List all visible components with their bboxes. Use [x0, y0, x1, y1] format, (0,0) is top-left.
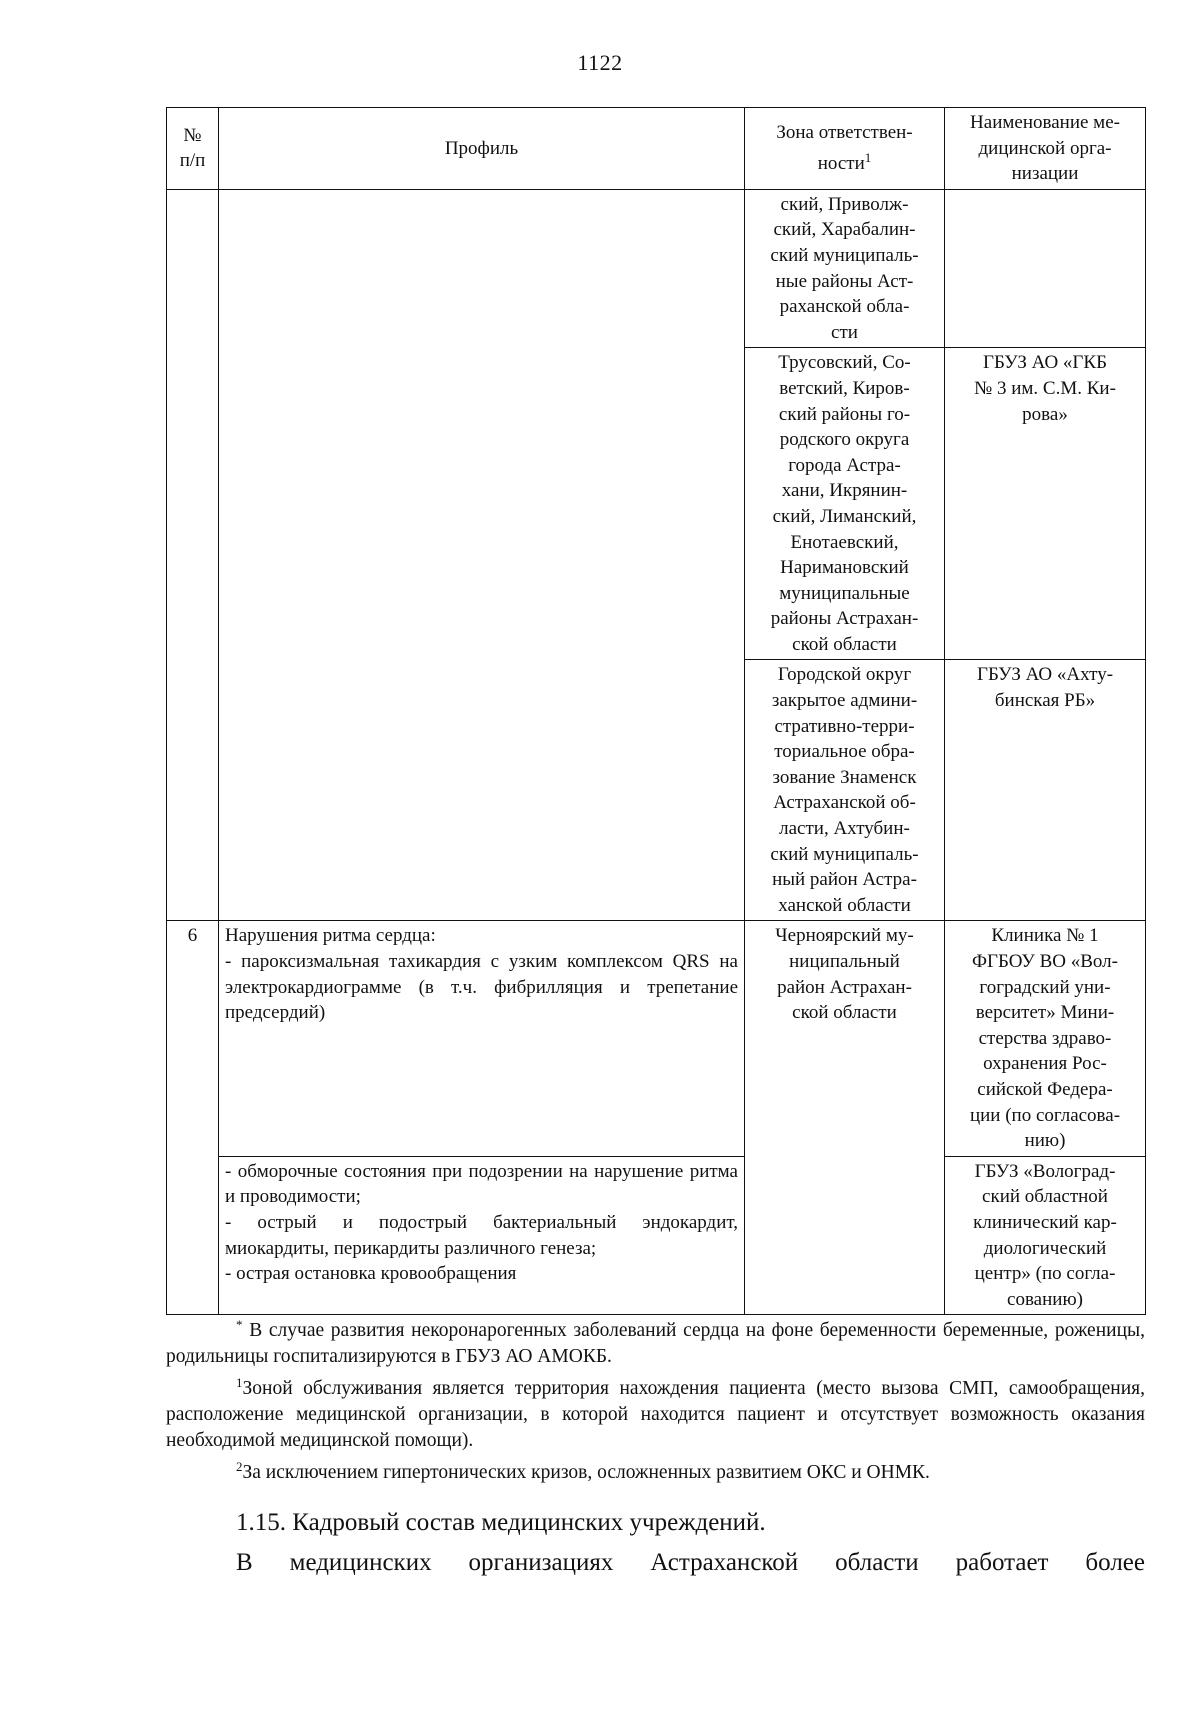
footnote-star-mark: *: [236, 1317, 243, 1332]
header-zone: [745, 108, 945, 190]
footnote-1: [166, 1370, 1145, 1454]
profile-item: - острая остановка кровообращения: [225, 1263, 517, 1285]
cell-profile: [219, 921, 745, 1156]
cell-number-empty: [167, 189, 219, 921]
footnotes: [166, 1312, 1145, 1486]
footnote-2: [166, 1454, 1145, 1486]
cell-organization: ГБУЗ АО «Ахту- бинская РБ»: [945, 660, 1146, 921]
cell-number: 6: [167, 921, 219, 1315]
section-title: 1.15. Кадровый состав медицинских учреждений.: [236, 1509, 766, 1536]
header-zone-footnote-mark: 1: [864, 150, 872, 166]
profile-title: Нарушения ритма сердца:: [225, 925, 436, 947]
page-number: 1122: [577, 50, 623, 75]
cell-zone: Черноярский му- ниципальный район Астрахан- ской области: [745, 921, 945, 1315]
profile-item: - острый и подострый бактериальный эндокардит, миокардиты, перикардиты различного генеза;: [225, 1211, 738, 1259]
table-row: [167, 189, 1146, 348]
cell-zone: Трусовский, Со- ветский, Киров- ский районы го- родского округа города Астра- хани, Икрянин- ский, Лиманский, Енотаевский, Наримановский муниципальные районы Астрахан- ской области: [745, 348, 945, 660]
footnote-1-text: Зоной обслуживания является территория нахождения пациента (место вызова СМП, самообращения, расположение медицинской организации, в которой находится пациент и отсутствует возможность оказания необходимой медицинской помощи).: [166, 1378, 1145, 1451]
body-text-line: В медицинских организациях Астраханской области работает более: [236, 1549, 1145, 1576]
footnote-star-text: В случае развития некоронарогенных заболеваний сердца на фоне беременности беременные, роженицы, родильницы госпитализируются в ГБУЗ АО АМОКБ.: [166, 1320, 1145, 1367]
footnote-star: [166, 1312, 1145, 1370]
footnote-2-text: За исключением гипертонических кризов, осложненных развитием ОКС и ОНМК.: [242, 1462, 930, 1483]
cell-zone: ский, Приволж- ский, Харабалин- ский муниципаль- ные районы Аст- раханской обла- сти: [745, 189, 945, 348]
header-organization: Наименование ме- дицинской орга- низации: [945, 108, 1146, 190]
cell-profile: [219, 1156, 745, 1315]
cell-profile-empty: [219, 189, 745, 921]
table-row: [167, 1156, 1146, 1315]
cell-zone: Городской округ закрытое админи- стративно-терри- ториальное обра- зование Знаменск Астраханской об- ласти, Ахтубин- ский муниципаль- ный район Астра- ханской области: [745, 660, 945, 921]
hospital-routing-table: [166, 107, 1146, 1315]
footnote-2-mark: 2: [236, 1459, 243, 1474]
profile-item: - пароксизмальная тахикардия с узким комплексом QRS на электрокардиограмме (в т.ч. фибрилляция и трепетание предсердий): [225, 951, 738, 1024]
cell-organization: [945, 189, 1146, 348]
header-profile: Профиль: [219, 108, 745, 190]
table-header-row: [167, 108, 1146, 190]
cell-organization: Клиника № 1 ФГБОУ ВО «Вол- гоградский уни- верситет» Мини- стерства здраво- охранения Рос- сийской Федера- ции (по согласова- нию): [945, 921, 1146, 1156]
cell-organization: ГБУЗ «Волоград- ский областной клинический кар- диологический центр» (по согла- сованию): [945, 1156, 1146, 1315]
cell-organization: ГБУЗ АО «ГКБ № 3 им. С.М. Ки- рова»: [945, 348, 1146, 660]
header-number: № п/п: [167, 108, 219, 190]
table-row: [167, 921, 1146, 1156]
profile-item: - обморочные состояния при подозрении на нарушение ритма и проводимости;: [225, 1160, 738, 1208]
footnote-1-mark: 1: [236, 1375, 243, 1390]
header-zone-label: Зона ответствен- ности: [776, 121, 913, 175]
